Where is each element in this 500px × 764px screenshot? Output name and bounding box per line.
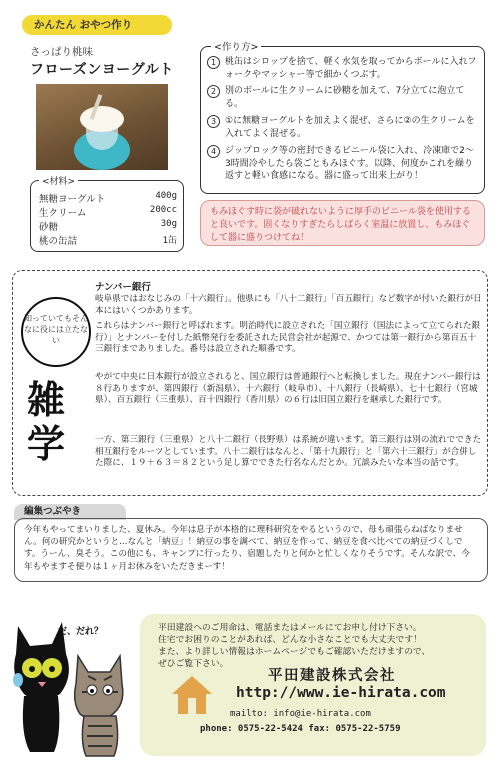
step-text: ①に無糖ヨーグルトを加えよく混ぜ、さらに②の生クリームを入れてよく混ぜる。 <box>225 116 475 139</box>
tabby-cat-icon <box>70 646 130 758</box>
ingredient-row <box>39 205 177 219</box>
recipe-step <box>207 56 479 81</box>
yogurt-scoop-shape <box>80 106 124 132</box>
frozen-yogurt-photo <box>36 84 168 170</box>
trivia-title: ナンバー銀行 <box>95 282 151 293</box>
contact-line: また、より詳しい情報はホームページでもご確認いただけますので、 <box>158 647 431 657</box>
steps-heading: <作り方> <box>211 39 261 53</box>
website-link[interactable]: http://www.ie-hirata.com <box>236 685 446 701</box>
ingredient-row <box>39 233 177 247</box>
ingredients-box <box>30 177 184 252</box>
step-number: 2 <box>207 85 220 98</box>
ingredient-row <box>39 191 177 205</box>
contact-line: 平田建設へのご用命は、電話またはメールにてお申し付け下さい。 <box>158 623 422 633</box>
ingredient-name: 生クリーム <box>39 208 87 219</box>
ingredient-name: 砂糖 <box>39 222 59 233</box>
step-text: ジップロック等の密封できるビニール袋に入れ、冷凍庫で2～3時間冷やしたら袋ごともみほぐす。以降、何度かこれを繰り返すと軽い食感になる。器に盛って出来上がり！ <box>225 146 474 181</box>
recipe-section <box>0 0 500 262</box>
ingredient-name: 桃の缶詰 <box>39 236 78 247</box>
recipe-title: フローズンヨーグルト <box>30 62 174 78</box>
step-text: 桃缶はシロップを捨て、軽く水気を取ってからボールに入れフォークやマッシャー等で細かくつぶす。 <box>225 57 477 80</box>
recipe-step <box>207 115 479 140</box>
step-number: 1 <box>207 56 220 69</box>
trivia-heading-char-2: 学 <box>27 421 66 466</box>
ingredients-heading: <材料> <box>39 174 78 187</box>
cat-speech-text: だ、だれ？ <box>58 627 104 637</box>
trivia-paragraph: 一方、第三銀行（三重県）と八十二銀行（長野県）は系統が違います。第三銀行は別の流れでできた相互銀行をルーツとしています。八十二銀行はなんと、「第十九銀行」と「第六十三銀行」が合併した際に、１９＋６３＝８２という足し算でできた行名なんだとか。冗談みたいな本当の話です。 <box>95 435 482 469</box>
ingredient-amount: 400g <box>155 191 177 201</box>
recipe-step <box>207 85 479 110</box>
phone-fax: phone: 0575-22-5424 fax: 0575-22-5759 <box>200 724 401 734</box>
ingredient-name: 無糖ヨーグルト <box>39 194 106 205</box>
trivia-heading-char-1: 雑 <box>27 377 66 422</box>
ingredient-amount: 30g <box>160 219 177 229</box>
step-number: 4 <box>207 145 220 158</box>
diary-tag: 編集つぶやき <box>14 504 126 520</box>
ingredient-row <box>39 219 177 233</box>
steps-box <box>200 42 485 194</box>
trivia-paragraph: 岐阜県ではおなじみの「十六銀行」。他県にも「八十二銀行」「百五銀行」など数字が付いた銀行が日本にはいくつかあります。 <box>95 294 482 316</box>
trivia-label-bubble: 知っていてもそんなに役には立たない <box>21 297 91 367</box>
recipe-subtitle: さっぱり桃味 <box>30 46 93 58</box>
house-logo-icon <box>170 672 214 716</box>
recipe-step <box>207 145 479 183</box>
step-text: 別のボールに生クリームに砂糖を加えて、7分立てに泡立てる。 <box>225 86 465 109</box>
trivia-section <box>12 270 488 496</box>
trivia-paragraph: これらはナンバー銀行と呼ばれます。明治時代に設立された「国立銀行（国法によって立てられた銀行）」とナンバーを付した紙幣発行を委託された民営会社が起源で、かつては第一銀行から第百五十三銀行までありました。番号は設立された順番です。 <box>95 321 481 355</box>
ingredient-amount: 200cc <box>149 205 177 215</box>
company-name: 平田建設株式会社 <box>268 668 396 684</box>
footer-section <box>0 594 500 764</box>
recipe-section-tag: かんたん おやつ作り <box>22 15 172 35</box>
step-number: 3 <box>207 115 220 128</box>
contact-line: 住宅でお困りのことがあれば、どんな小さなことでも大丈夫です！ <box>158 635 422 645</box>
recipe-tip: もみほぐす時に袋が破れないように厚手のビニール袋を使用すると良いです。固くなりすぎたらしばらく室温に放置し、もみほぐして器に盛りつけてね！ <box>200 200 485 246</box>
ingredient-amount: 1缶 <box>162 236 177 246</box>
trivia-paragraph: やがて中央に日本銀行が設立されると、国立銀行は普通銀行へと転換しました。現在ナンバー銀行は８行ありますが、第四銀行（新潟県）、十六銀行（岐阜市）、十八銀行（長崎県）、七十七銀行（宮城県）、百五銀行（三重県）、百十四銀行（香川県）の６行は旧国立銀行を継承した銀行です。 <box>95 372 481 406</box>
diary-section <box>14 518 488 582</box>
contact-line: ぜひご覧下さい。 <box>158 659 229 669</box>
company-info-box <box>140 614 486 756</box>
email-link[interactable]: mailto: info@ie-hirata.com <box>230 709 371 719</box>
diary-text: 今年もやってまいりました、夏休み。今年は息子が本格的に理科研究をやるというので、母も頑張らねばなりません。何の研究かというと…なんと「納豆」！納豆の事を調べて、納豆を作って、納豆を食べ比べての納豆づくしです。うーん、臭そう。この他にも、キャンプに行ったり、宿題したりと何かと忙しくなりそうです。そんな訳で、今年もやますそ便りは１ヶ月お休みをいただきまーす！ <box>24 525 470 572</box>
